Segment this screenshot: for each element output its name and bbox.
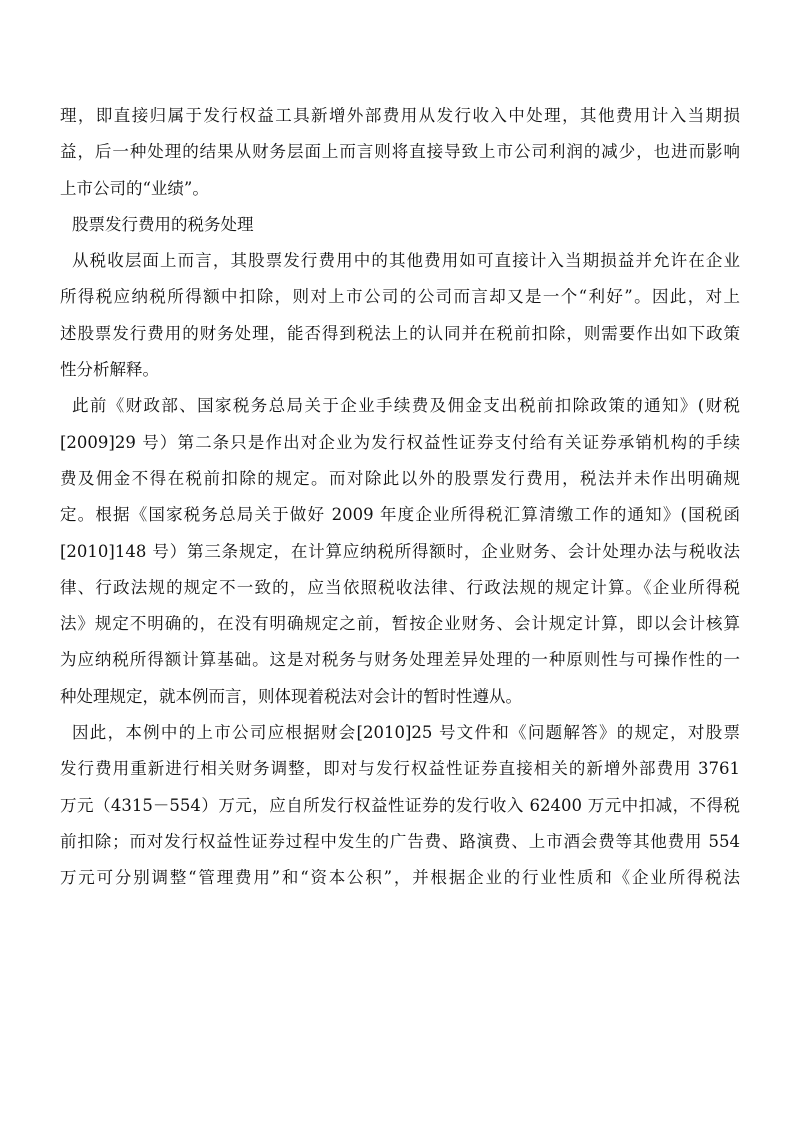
text-line: [2010]148 号）第三条规定，在计算应纳税所得额时，企业财务、会计处理办法与税收法 <box>60 541 740 561</box>
text-line: 费及佣金不得在税前扣除的规定。而对除此以外的股票发行费用，税法并未作出明确规 <box>60 468 740 488</box>
text-line: 此前《财政部、国家税务总局关于企业手续费及佣金支出税前扣除政策的通知》(财税 <box>72 396 740 416</box>
text-line: 上市公司的“业绩”。 <box>60 178 209 198</box>
text-line: 种处理规定，就本例而言，则体现着税法对会计的暂时性遵从。 <box>60 686 522 706</box>
text-line: 因此，本例中的上市公司应根据财会[2010]25 号文件和《问题解答》的规定，对股票 <box>72 723 740 743</box>
text-line: 性分析解释。 <box>60 360 159 380</box>
document-body <box>60 98 740 897</box>
text-line: 述股票发行费用的财务处理，能否得到税法上的认同并在税前扣除，则需要作出如下政策 <box>60 323 740 343</box>
text-line: 从税收层面上而言，其股票发行费用中的其他费用如可直接计入当期损益并允许在企业 <box>72 251 740 271</box>
text-line: 定。根据《国家税务总局关于做好 2009 年度企业所得税汇算清缴工作的通知》(国税函 <box>60 505 740 525</box>
text-line: 所得税应纳税所得额中扣除，则对上市公司的公司而言却又是一个“利好”。因此，对上 <box>60 287 740 307</box>
text-line: 为应纳税所得额计算基础。这是对税务与财务处理差异处理的一种原则性与可操作性的一 <box>60 650 740 670</box>
text-line: 益，后一种处理的结果从财务层面上而言则将直接导致上市公司利润的减少，也进而影响 <box>60 142 740 162</box>
text-line: 万元（4315－554）万元，应自所发行权益性证券的发行收入 62400 万元中扣减，不得税 <box>60 795 740 815</box>
text-line: 前扣除；而对发行权益性证券过程中发生的广告费、路演费、上市酒会费等其他费用 554 <box>60 831 740 851</box>
text-line: 理，即直接归属于发行权益工具新增外部费用从发行收入中处理，其他费用计入当期损 <box>60 106 740 125</box>
text-line: 万元可分别调整“管理费用”和“资本公积”，并根据企业的行业性质和《企业所得税法 <box>60 868 740 888</box>
text-line: 发行费用重新进行相关财务调整，即对与发行权益性证券直接相关的新增外部费用 3761 <box>60 759 740 779</box>
text-line: 律、行政法规的规定不一致的，应当依照税收法律、行政法规的规定计算。《企业所得税 <box>60 577 740 597</box>
section-heading: 股票发行费用的税务处理 <box>72 214 254 234</box>
text-line: [2009]29 号）第二条只是作出对企业为发行权益性证券支付给有关证券承销机构的手续 <box>60 432 740 452</box>
text-line: 法》规定不明确的，在没有明确规定之前，暂按企业财务、会计规定计算，即以会计核算 <box>60 614 740 634</box>
